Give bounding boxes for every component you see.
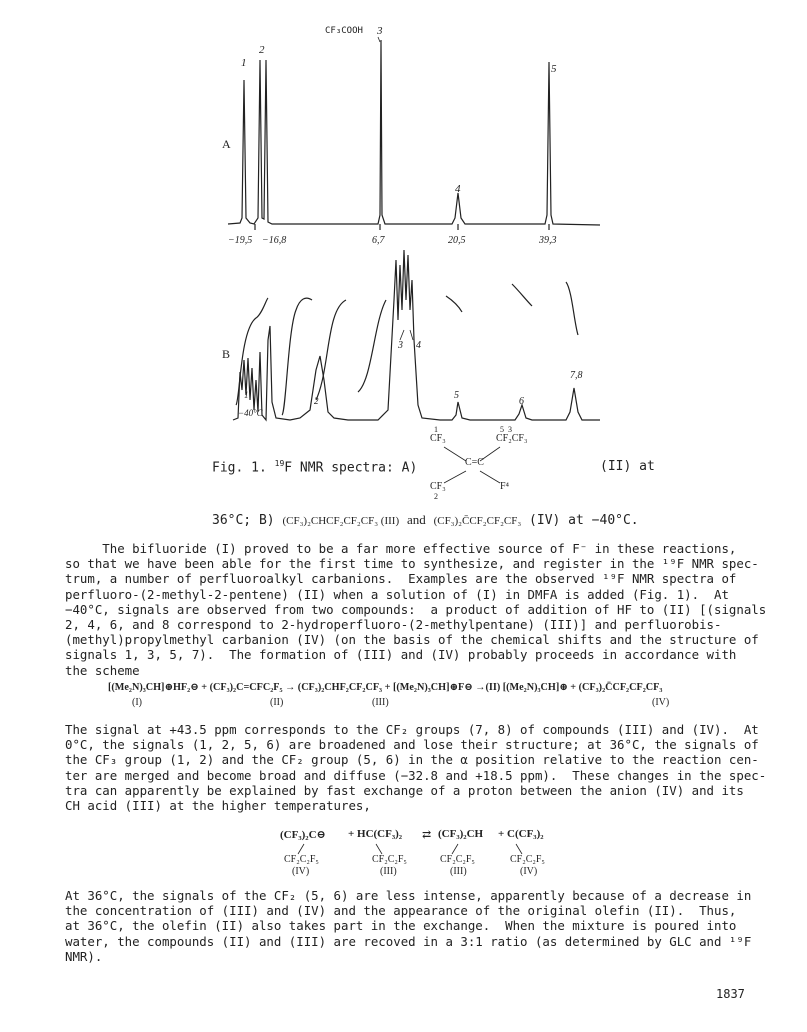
p1-line: The bifluoride (I) proved to be a far more effective source of F⁻ in these reactions, [65, 541, 737, 556]
struct-bottom-right: F⁴ [500, 481, 510, 492]
struct-top-left: CF₃ [430, 433, 446, 444]
caption-text: F NMR spectra: A) [284, 460, 418, 476]
scheme2-label-1: (IV) [292, 866, 310, 877]
peak-4-pointer [410, 330, 413, 340]
p2-line: The signal at +43.5 ppm corresponds to the CF₂ groups (7, 8) of compounds (III) and (IV). At [65, 722, 759, 737]
body-paragraph-3 [65, 888, 755, 964]
p2-line: tra can apparently be explained by fast exchange of a proton between the anion (IV) and its [65, 782, 744, 798]
spectrum-a-axis-tick-2: −16,8 [262, 235, 287, 246]
spectrum-b-peak-1: 1 [244, 390, 249, 400]
struct-center: C=C [465, 457, 484, 468]
scheme2-right1: (CF₃)₂CH [438, 828, 484, 840]
spectrum-b-integral-1 [236, 298, 268, 405]
peak-3-pointer [400, 330, 404, 340]
caption-nucleus-sup: 19 [274, 459, 285, 468]
p3-line: NMR). [65, 948, 103, 964]
p1-line: perfluoro-(2-methyl-2-pentene) (II) when a solution of (I) in DMFA is added (Fig. 1). At [65, 586, 729, 602]
struct-bottom-left: CF₃ [430, 481, 446, 492]
reaction-scheme-1: [(Me₂N)₃CH]⊕HF₂⊖ + (CF₃)₂C=CFC₂F₅ → (CF₃)₂CHF₂CF₂CF₃ + [(Me₂N)₃CH]⊕F⊖ →(II) [(Me₂N)₃CH]⊕ + (CF₃)₂C̄CF₂CF₂CF₃ [108, 682, 663, 693]
scheme2-arrow: ⇄ [422, 829, 432, 841]
nmr-spectra-figure [0, 0, 807, 440]
caption-compound-iii: (CF₃)₂CHCF₂CF₂CF₃ (III) [282, 515, 400, 527]
spectrum-b-peak-4: 4 [416, 340, 421, 351]
p2-line: ter are merged and become broad and diffuse (−32.8 and +18.5 ppm). These changes in the spec- [65, 767, 767, 783]
p1-line: 2, 4, 6, and 8 correspond to 2-hydroperfluoro-(2-methylpentane) (III)] and perfluorobis- [65, 617, 722, 633]
caption-compound-iv: (CF₃)₂C̄CF₂CF₂CF₃ [433, 515, 522, 527]
struct-num-1: 1 [434, 425, 438, 434]
spectrum-b-peak-2: 2 [314, 396, 319, 406]
caption-line2-a: 36°C; B) [212, 513, 275, 528]
p1-line: trum, a number of perfluoroalkyl carbanions. Examples are the observed ¹⁹F NMR spectra of [65, 571, 737, 587]
struct-num-2: 2 [434, 492, 438, 501]
spectrum-a-axis-tick-5: 39,3 [539, 235, 557, 246]
scheme1-label-i: (I) [132, 697, 142, 708]
p3-line: at 36°C, the olefin (II) also takes part in the exchange. When the mixture is poured into [65, 918, 737, 934]
spectrum-b-integral-5 [446, 296, 462, 312]
body-paragraph-2 [65, 722, 767, 814]
spectrum-b-temperature: −40°C [238, 408, 263, 418]
scheme1-label-iv: (IV) [652, 697, 670, 708]
spectrum-a-peak-5: 5 [551, 63, 557, 75]
p2-line: 0°C, the signals (1, 2, 5, 6) are broadened and lose their structure; at 36°C, the signals of [65, 737, 759, 753]
p3-line: water, the compounds (II) and (III) are recoved in a 3:1 ratio (as determined by GLC and ¹⁹F [65, 933, 752, 949]
figure-caption-line1 [212, 459, 417, 475]
p1-line: so that we have been able for the first time to synthesize, and register in the ¹⁹F NMR spec- [65, 556, 759, 572]
scheme2-sub4: CF₂C₂F₅ [510, 854, 545, 865]
spectrum-a-trace [228, 40, 600, 225]
struct-num-5: 5 3 [500, 425, 512, 434]
p1-line: −40°C, signals are observed from two compounds: a product of addition of HF to (II) [(signals [65, 601, 767, 617]
figure-caption-line2 [212, 512, 639, 528]
struct-top-right: CF₂CF₃ [496, 433, 528, 444]
scheme2-sub1: CF₂C₂F₅ [284, 854, 319, 865]
spectrum-a-axis-tick-1: −19,5 [228, 235, 253, 246]
p1-line: the scheme [65, 662, 140, 678]
spectrum-a-panel-label: A [222, 137, 231, 151]
caption-line2-end: (IV) at −40°C. [529, 513, 639, 528]
structure-ii [420, 425, 600, 500]
spectrum-b-peak-5: 5 [454, 390, 459, 401]
p2-line: the CF₃ group (1, 2) and the CF₂ group (5, 6) in the α position relative to the reaction cen- [65, 752, 759, 768]
reaction-scheme-2 [270, 820, 570, 880]
spectrum-b-integral-6 [512, 284, 532, 306]
spectrum-b-integral-7 [566, 282, 578, 335]
spectrum-a-axis-tick-4: 20,5 [448, 235, 466, 246]
scheme2-sub2: CF₂C₂F₅ [372, 854, 407, 865]
spectrum-b-integral-4 [358, 300, 386, 392]
scheme-1-labels [0, 697, 807, 711]
spectrum-b-peak-6: 6 [519, 396, 524, 407]
spectrum-b-peak-3: 3 [398, 340, 403, 351]
caption-fig-label: Fig. 1. [212, 460, 267, 476]
structure-ii-label: (II) at [600, 459, 655, 474]
p2-line: CH acid (III) at the higher temperatures, [65, 798, 371, 814]
scheme2-left2: + HC(CF₃)₂ [348, 828, 403, 840]
spectrum-a-peak-3: 3 [377, 25, 383, 37]
spectrum-a-acid-label: CF₃COOH [325, 26, 363, 36]
spectrum-a-peak-4: 4 [455, 183, 461, 195]
page-number: 1837 [716, 987, 745, 1001]
p1-line: (methyl)propylmethyl carbanion (IV) (on the basis of the chemical shifts and the structure of [65, 632, 759, 648]
caption-and: and [406, 512, 426, 527]
scheme2-right2: + C(CF₃)₂ [498, 828, 544, 840]
scheme1-label-iii: (III) [372, 697, 389, 708]
spectrum-a-peak-1: 1 [241, 57, 247, 69]
spectrum-b-peak-78: 7,8 [570, 370, 583, 381]
spectrum-a-axis-tick-3: 6,7 [372, 235, 385, 246]
scheme2-label-4: (IV) [520, 866, 538, 877]
acid-pointer [378, 37, 380, 42]
p3-line: the concentration of (III) and (IV) and the appearance of the original olefin (II). Thus, [65, 903, 737, 919]
body-paragraph-1 [65, 541, 767, 678]
scheme2-sub3: CF₂C₂F₅ [440, 854, 475, 865]
spectrum-b-panel-label: B [222, 347, 231, 361]
spectrum-b-trace [233, 250, 600, 420]
scheme2-left1: (CF₃)₂C⊖ [280, 829, 326, 841]
spectrum-b-integral-2 [282, 298, 312, 415]
spectrum-a-peak-2: 2 [259, 44, 265, 56]
p3-line: At 36°C, the signals of the CF₂ (5, 6) are less intense, apparently because of a decrease in [65, 888, 752, 903]
scheme2-label-3: (III) [450, 866, 467, 877]
p1-line: signals 1, 3, 5, 7). The formation of (III) and (IV) probably proceeds in accordance with [65, 647, 737, 663]
scheme2-label-2: (III) [380, 866, 397, 877]
scheme1-label-ii: (II) [270, 697, 284, 708]
spectrum-b-integral-3 [316, 300, 346, 400]
